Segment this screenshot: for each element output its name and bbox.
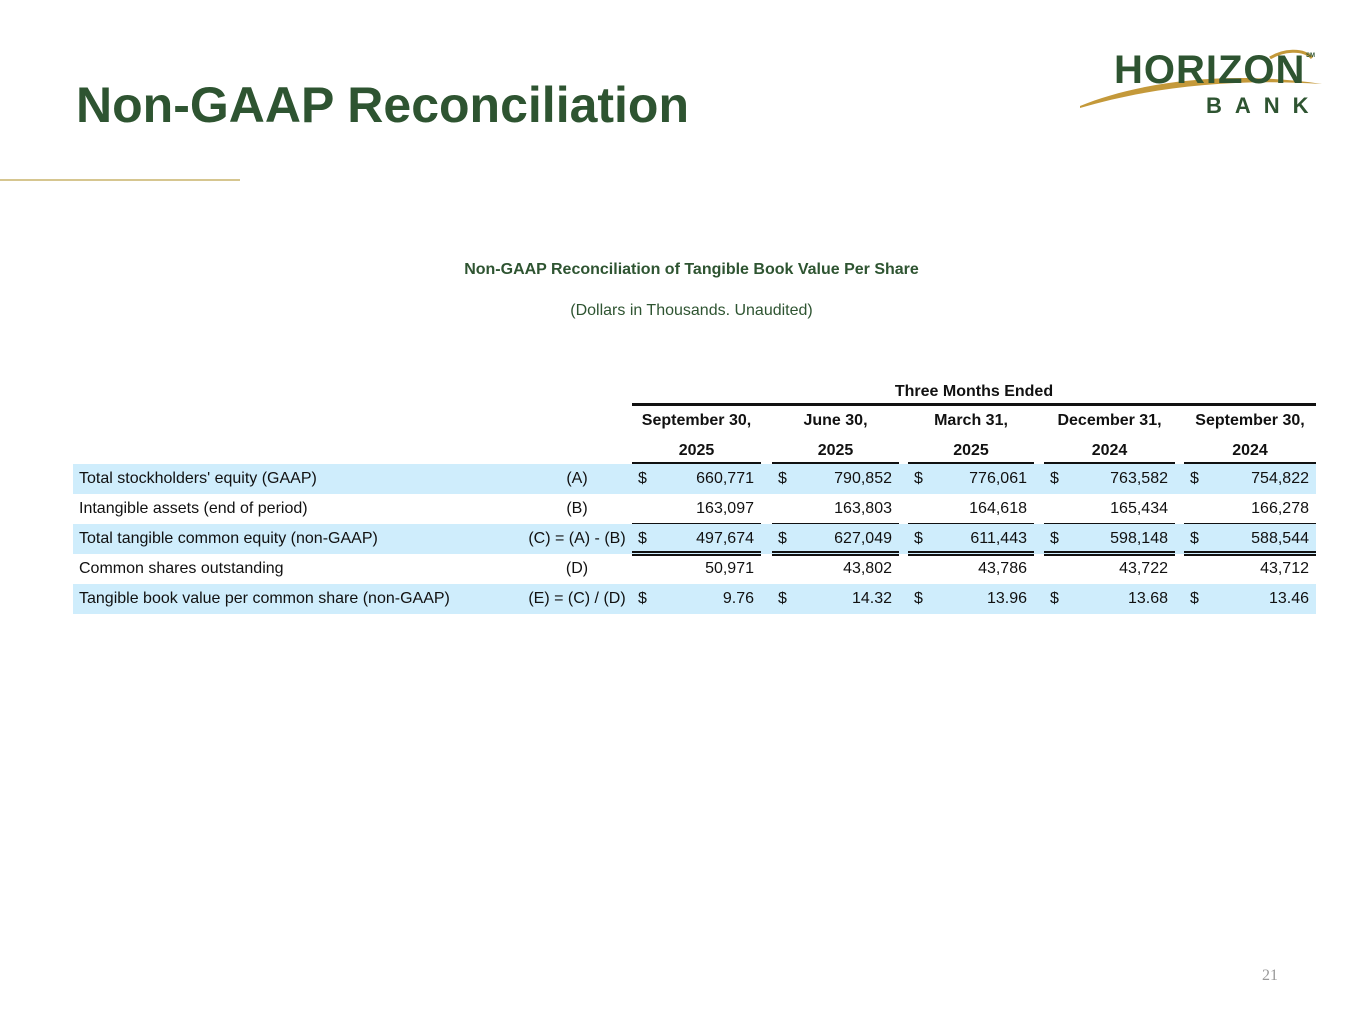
period-header-rule [632,403,1316,406]
column-header-year: 2025 [953,442,989,459]
table-cell-value: 163,097 [696,500,754,517]
column-header-month: September 30, [1195,412,1305,429]
table-cell-value: 43,786 [978,560,1027,577]
currency-symbol: $ [638,530,647,547]
row-reference: (B) [566,500,588,517]
table-cell-value: 166,278 [1251,500,1309,517]
subtotal-rule [1044,523,1175,524]
subtotal-rule [1184,523,1316,524]
row-reference: (D) [565,560,589,577]
row-label: Common shares outstanding [79,560,284,577]
table-cell-value: 627,049 [834,530,892,547]
page-number: 21 [1262,967,1278,984]
total-double-rule [1044,551,1175,556]
table-cell-value: 14.32 [851,590,892,607]
currency-symbol: $ [638,590,647,607]
column-header-month: March 31, [934,412,1008,429]
currency-symbol: $ [778,470,787,487]
table-cell-value: 13.46 [1268,590,1309,607]
title-accent-rule [0,179,240,181]
table-cell-value: 13.68 [1127,590,1168,607]
table-title: Non-GAAP Reconciliation of Tangible Book Value Per Share [464,261,919,278]
total-double-rule [772,551,899,556]
column-header-year: 2025 [817,442,854,459]
row-reference: (C) = (A) - (B) [528,530,626,547]
column-header-month: September 30, [641,412,752,429]
row-reference: (A) [566,470,588,487]
currency-symbol: $ [1050,530,1059,547]
table-cell-value: 497,674 [696,530,754,547]
table-cell-value: 9.76 [722,590,754,607]
logo-service-mark: SM [1306,53,1315,59]
table-cell-value: 50,971 [705,560,754,577]
table-cell-value: 763,582 [1110,470,1168,487]
table-cell-value: 43,712 [1260,560,1309,577]
currency-symbol: $ [1050,590,1059,607]
currency-symbol: $ [914,470,923,487]
table-subtitle: (Dollars in Thousands. Unaudited) [570,302,813,319]
table-cell-value: 598,148 [1110,530,1168,547]
currency-symbol: $ [1190,470,1199,487]
row-label: Tangible book value per common share (non-GAAP) [79,590,450,607]
row-label: Intangible assets (end of period) [79,500,308,517]
currency-symbol: $ [778,590,787,607]
currency-symbol: $ [1190,530,1199,547]
page-title: Non-GAAP Reconciliation [76,77,690,133]
total-double-rule [1184,551,1316,556]
subtotal-rule [772,523,899,524]
horizon-bank-logo [1078,44,1323,124]
total-double-rule [632,551,761,556]
table-cell-value: 43,802 [843,560,892,577]
subtotal-rule [908,523,1034,524]
table-cell-value: 588,544 [1251,530,1309,547]
column-header-month: June 30, [803,412,868,429]
column-header-year: 2024 [1232,442,1268,459]
column-header-year: 2025 [678,442,715,459]
currency-symbol: $ [1050,470,1059,487]
row-label: Total stockholders' equity (GAAP) [79,470,317,487]
table-cell-value: 13.96 [986,590,1027,607]
logo-subword: BANK [1206,93,1322,118]
currency-symbol: $ [914,530,923,547]
currency-symbol: $ [778,530,787,547]
table-cell-value: 164,618 [969,500,1027,517]
total-double-rule [908,551,1034,556]
row-reference: (E) = (C) / (D) [528,590,626,607]
table-cell-value: 776,061 [969,470,1027,487]
currency-symbol: $ [638,470,647,487]
table-cell-value: 163,803 [834,500,892,517]
currency-symbol: $ [1190,590,1199,607]
row-label: Total tangible common equity (non-GAAP) [79,530,378,547]
subtotal-rule [632,523,761,524]
column-header-year: 2024 [1091,442,1128,459]
period-header: Three Months Ended [894,383,1054,400]
column-header-month: December 31, [1057,412,1162,429]
table-cell-value: 754,822 [1251,470,1309,487]
table-cell-value: 165,434 [1110,500,1168,517]
logo-wordmark: HORIZON [1114,48,1306,92]
currency-symbol: $ [914,590,923,607]
table-cell-value: 611,443 [970,530,1027,547]
table-cell-value: 43,722 [1119,560,1168,577]
table-cell-value: 660,771 [696,470,754,487]
table-cell-value: 790,852 [834,470,892,487]
